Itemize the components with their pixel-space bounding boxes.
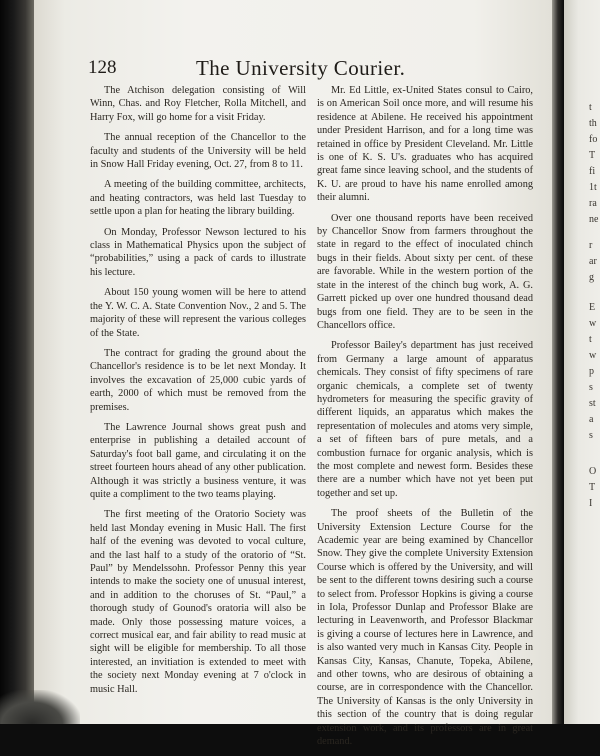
next-page-fragment: w [589, 350, 597, 361]
next-page-fragment: t [589, 334, 592, 345]
next-page-fragment: s [589, 382, 593, 393]
paragraph-bailey-department: Professor Bailey's department has just received from Germany a large amount of apparatus chemicals. They consist of fifty specimens of rare organic chemicals, a complete set of twenty hydrometers for measuring the specific gravity of different liquids, an apparatus which makes the representation of molecules and atoms very simple, a set of fifteen bars of pure metals, and a combustion furnace for organic analysis, which is the most complete and newest form. Besides these there are a number which have not yet been put together and set up. [317, 340, 533, 499]
next-page-fragment: ar [589, 256, 597, 267]
next-page-fragment: w [589, 318, 597, 329]
left-column [90, 84, 306, 703]
next-page-fragment: r [589, 240, 593, 251]
next-page-fragment: E [589, 302, 596, 313]
next-page-fragment: ra [589, 198, 597, 209]
paragraph-extension-course: The proof sheets of the Bulletin of the University Extension Lecture Course for the Academic year are being examined by Chancellor Snow. They give the complete University Extension Course which is offered by the University, and will be sent to the different towns desiring such a course to select from. Professor Hopkins is giving a course in Iola, Professor Dunlap and Professor Blake are lecturing in Leavenworth, and Professor Blackmar is giving a course of lectures here in Lawrence, and is also wanted very much in Kansas City. People in Kansas City, Kansas, Chanute, Topeka, Abilene, and other towns, who are desirous of obtaining a course, are in correspondence with the Chancellor. The University of Kansas is the only University in this section of the country that is doing regular extension work, and its professors are in great demand. [317, 508, 533, 748]
next-page-fragment: th [589, 118, 597, 129]
page [34, 0, 552, 748]
next-page-fragment: 1t [589, 182, 597, 193]
next-page-fragment: fi [589, 166, 596, 177]
paragraph-oratorio-society: The first meeting of the Oratorio Society was held last Monday evening in Music Hall. The first half of the evening was devoted to vocal culture, and the last half to a study of the oratorio of “St. Paul” by Mendelssohn. Professor Penny this year intends to make the society one of unusual interest, and in addition to the choruses of St. “Paul,” a thorough study of Gounod's oratoria will also be made. Only those possessing mature voices, a correct musical ear, and fair ability to read music at sight will be eligible for membership. To all those interested, an invitiation is extended to meet with the society next Monday evening at 7 o'clock in music Hall. [90, 509, 306, 695]
next-page-fragment: a [589, 414, 594, 425]
next-page-fragment: p [589, 366, 594, 377]
next-page-fragment: s [589, 430, 593, 441]
paragraph-building-committee: A meeting of the building committee, architects, and heating contractors, was held last Tuesday to settle upon a plan for heating the library building. [90, 179, 306, 218]
page-header [88, 56, 458, 80]
paragraph-chinch-bugs: Over one thousand reports have been received by Chancellor Snow from farmers throughout the state in regard to the effect of inoculated chinch bugs in their fields. About sixty per cent. of these are favorable. While in the western portion of the state in the interest of the chinch bug work, A. G. Garrett picked up over one hundred thousand dead bugs from one field. They are to be seen in the Chancellors office. [317, 212, 533, 331]
publication-title: The University Courier. [196, 56, 406, 80]
next-page-edge [564, 0, 600, 724]
paragraph-grading-contract: The contract for grading the ground about the Chancellor's residence is to be let next Monday. It involves the excavation of 25,000 cubic yards of earth, 2000 of which must be removed from the premises. [90, 347, 306, 413]
next-page-fragment: I [589, 498, 593, 509]
next-page-fragment: T [589, 150, 596, 161]
right-column [317, 84, 533, 756]
book-spine [0, 0, 34, 724]
next-page-fragment: O [589, 466, 597, 477]
next-page-fragment: g [589, 272, 594, 283]
next-page-fragment: T [589, 482, 596, 493]
page-number: 128 [88, 57, 117, 78]
paragraph-atchison: The Atchison delegation consisting of Will Winn, Chas. and Roy Fletcher, Rolla Mitchell, and Harry Fox, will go home for a visit Friday. [90, 85, 306, 123]
thumb-shadow [0, 690, 80, 724]
next-page-fragment: fo [589, 134, 598, 145]
paragraph-newson-lecture: On Monday, Professor Newson lectured to his class in Mathematical Physics upon the subject of “probabilities,” using a pack of cards to illustrate his lecture. [90, 226, 306, 278]
paragraph-lawrence-journal: The Lawrence Journal shows great push and enterprise in publishing a detailed account of Saturday's foot ball game, and circulating it on the street fourteen hours ahead of any other publication. Although it was strictly a business venture, it was quite a compliment to the two teams playing. [90, 421, 306, 500]
paragraph-ywca: About 150 young women will be here to attend the Y. W. C. A. State Convention Nov., 2 and 5. The majority of these will represent the various colleges of the State. [90, 287, 306, 339]
paragraph-reception: The annual reception of the Chancellor to the faculty and students of the University will be held in Snow Hall Friday evening, Oct. 27, from 8 to 11. [90, 132, 306, 171]
next-page-fragment: t [589, 102, 592, 113]
next-page-fragment: st [589, 398, 596, 409]
paragraph-ed-little: Mr. Ed Little, ex-United States consul to Cairo, is on American Soil once more, and will resume his residence at Abilene. He received his appointment under President Harrison, and for a long time was retained in office by President Cleveland. Mr. Little is one of K. S. U's. graduates who has acquired great fame since leaving school, and the students of K. U. are proud to have his name enrolled among their alumni. [317, 85, 533, 204]
page-gutter [552, 0, 564, 724]
next-page-fragment: ne [589, 214, 599, 225]
